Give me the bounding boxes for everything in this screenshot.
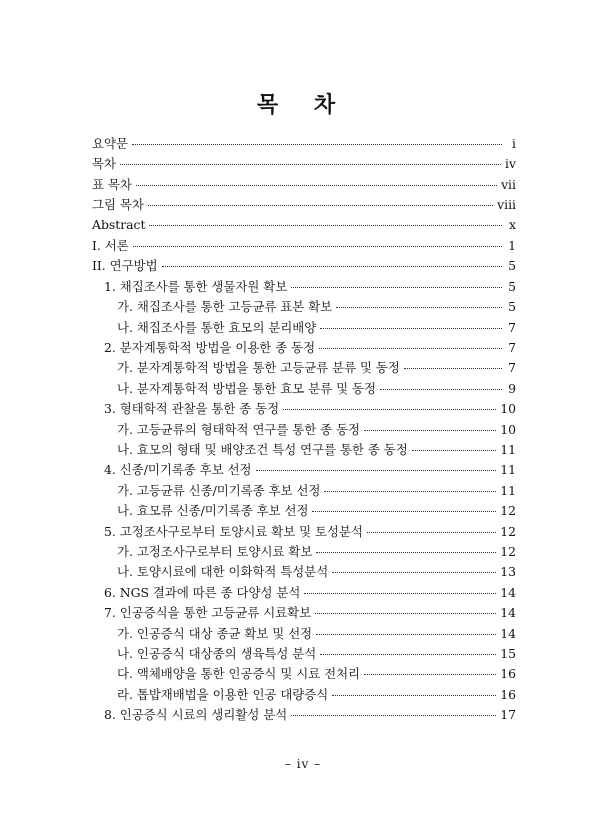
- toc-entry-label: 나. 분자계통학적 방법을 통한 효모 분류 및 동정: [117, 380, 376, 396]
- dot-leader: [291, 275, 502, 288]
- dot-leader: [320, 316, 502, 329]
- toc-entry-page: 5: [508, 258, 516, 274]
- toc-entry: [92, 358, 516, 376]
- toc-entry-page: 7: [508, 360, 516, 376]
- toc-entry-page: 12: [500, 503, 516, 519]
- dot-leader: [332, 683, 496, 696]
- toc-entry-label: 가. 고등균류 신종/미기록종 후보 선정: [117, 482, 321, 498]
- toc-entry-page: 15: [500, 646, 516, 661]
- dot-leader: [320, 642, 496, 655]
- toc-entry: [92, 338, 516, 356]
- toc-entry-page: 7: [508, 340, 516, 355]
- toc-entry-page: 12: [500, 544, 516, 559]
- dot-leader: [149, 213, 502, 226]
- toc-entry-page: i: [512, 136, 516, 151]
- dot-leader: [364, 662, 496, 675]
- dot-leader: [319, 336, 502, 349]
- toc-entry: [92, 460, 516, 478]
- toc-entry-page: iv: [505, 156, 516, 172]
- page-footer: – iv –: [284, 757, 322, 771]
- dot-leader: [364, 418, 496, 431]
- toc-entry: [92, 420, 516, 438]
- toc-entry-page: 11: [500, 442, 516, 457]
- toc-entry-page: 11: [500, 462, 516, 478]
- toc-entry: [92, 603, 516, 621]
- dot-leader: [312, 499, 496, 512]
- toc-entry: [92, 440, 516, 458]
- toc-entry-page: 17: [500, 707, 516, 723]
- dot-leader: [283, 397, 496, 410]
- toc-entry-label: 가. 채집조사를 통한 고등균류 표본 확보: [117, 299, 333, 315]
- toc-entry: [92, 481, 516, 499]
- toc-entry-label: 1. 채집조사를 통한 생물자원 확보: [104, 278, 288, 294]
- toc-entry-label: 8. 인공증식 시료의 생리활성 분석: [104, 707, 288, 723]
- toc-entry-label: 가. 인공증식 대상 종균 확보 및 선정: [117, 625, 313, 641]
- toc-entry-page: 16: [500, 686, 516, 702]
- toc-entry-page: 13: [500, 564, 516, 580]
- toc-entry: [92, 644, 516, 662]
- dot-leader: [120, 152, 501, 165]
- toc-entry: [92, 318, 516, 336]
- toc-entry: [92, 399, 516, 417]
- page-title: 목 차: [256, 92, 350, 118]
- dot-leader: [304, 581, 496, 594]
- toc-entry-label: 나. 토양시료에 대한 이화학적 특성분석: [117, 564, 329, 580]
- toc-entry: [92, 705, 516, 723]
- dot-leader: [316, 622, 496, 635]
- dot-leader: [324, 479, 496, 492]
- toc-entry-label: 다. 액체배양을 통한 인공증식 및 시료 전처리: [117, 666, 361, 682]
- toc-entry-page: vii: [501, 176, 516, 192]
- toc-entry-label: 2. 분자계통학적 방법을 이용한 종 동정: [104, 340, 316, 355]
- toc-entry-page: 10: [500, 401, 516, 417]
- toc-entry-label: 가. 고등균류의 형태학적 연구를 통한 종 동정: [117, 421, 361, 437]
- toc-entry-label: 6. NGS 결과에 따른 종 다양성 분석: [104, 584, 301, 600]
- toc-entry: [92, 154, 516, 172]
- toc-entry-label: 나. 채집조사를 통한 효모의 분리배양: [117, 319, 317, 335]
- dot-leader: [412, 438, 496, 451]
- toc-entry-label: 가. 분자계통학적 방법을 통한 고등균류 분류 및 동정: [117, 360, 400, 376]
- toc-entry: [92, 236, 516, 254]
- toc-entry-label: I. 서론: [92, 238, 129, 253]
- toc-entry-label: 7. 인공증식을 통한 고등균류 시료확보: [104, 605, 312, 621]
- toc-entry-label: Abstract: [92, 216, 146, 232]
- toc-entry: [92, 562, 516, 580]
- toc-entry-label: 요약문: [92, 136, 128, 151]
- dot-leader: [291, 703, 496, 716]
- toc-entry-page: 1: [508, 238, 516, 253]
- dot-leader: [316, 540, 496, 553]
- toc-entry-label: 나. 효모의 형태 및 배양조건 특성 연구를 통한 종 동정: [117, 442, 408, 457]
- dot-leader: [148, 193, 493, 206]
- toc-entry-label: 5. 고정조사구로부터 토양시료 확보 및 토성분석: [104, 523, 363, 539]
- toc-entry-page: 11: [500, 482, 516, 498]
- dot-leader: [315, 601, 496, 614]
- toc-entry: [92, 624, 516, 642]
- toc-entry: [92, 583, 516, 601]
- toc-entry-label: 목차: [92, 156, 116, 172]
- toc-entry: [92, 256, 516, 274]
- toc-entry-page: x: [509, 216, 516, 232]
- toc-entry-page: 9: [508, 380, 516, 396]
- toc-entry: [92, 195, 516, 213]
- toc-entry-page: 12: [500, 523, 516, 539]
- toc-entry: [92, 685, 516, 703]
- toc-entry-label: 표 목차: [92, 176, 132, 192]
- toc-entry: [92, 664, 516, 682]
- toc-entry-page: 10: [500, 421, 516, 437]
- toc-entry-label: 그림 목차: [92, 197, 144, 213]
- dot-leader: [367, 520, 496, 533]
- dot-leader: [332, 560, 496, 573]
- toc-entry-label: II. 연구방법: [92, 258, 158, 274]
- toc-entry-label: 라. 톱밥재배법을 이용한 인공 대량증식: [117, 686, 329, 702]
- toc-entry-page: 5: [508, 299, 516, 315]
- toc-entry-page: 14: [500, 584, 516, 600]
- toc-entry: [92, 542, 516, 560]
- dot-leader: [380, 377, 502, 390]
- dot-leader: [132, 132, 502, 145]
- toc-entry-page: 16: [500, 666, 516, 682]
- toc-entry-page: 14: [500, 625, 516, 641]
- toc-entry: [92, 175, 516, 193]
- toc-entry-label: 4. 신종/미기록종 후보 선정: [104, 462, 252, 478]
- dot-leader: [136, 173, 497, 186]
- dot-leader: [256, 458, 497, 471]
- dot-leader: [133, 234, 502, 247]
- toc-entry: [92, 297, 516, 315]
- dot-leader: [336, 295, 502, 308]
- toc-entry: [92, 277, 516, 295]
- dot-leader: [162, 254, 502, 267]
- toc-entry: [92, 379, 516, 397]
- toc-entry-label: 나. 인공증식 대상종의 생육특성 분석: [117, 646, 317, 661]
- toc-entry-page: 14: [500, 605, 516, 621]
- dot-leader: [404, 356, 502, 369]
- toc-entry-label: 3. 형태학적 관찰을 통한 종 동정: [104, 401, 280, 417]
- toc-entry: [92, 216, 516, 234]
- toc-entry-page: 5: [508, 278, 516, 294]
- toc-entry: [92, 522, 516, 540]
- toc-entry: [92, 501, 516, 519]
- toc-entry-page: 7: [508, 319, 516, 335]
- toc-entry: [92, 134, 516, 152]
- toc-entry-page: viii: [497, 197, 516, 213]
- toc-entry-label: 나. 효모류 신종/미기록종 후보 선정: [117, 503, 309, 519]
- toc-entry-label: 가. 고정조사구로부터 토양시료 확보: [117, 544, 313, 559]
